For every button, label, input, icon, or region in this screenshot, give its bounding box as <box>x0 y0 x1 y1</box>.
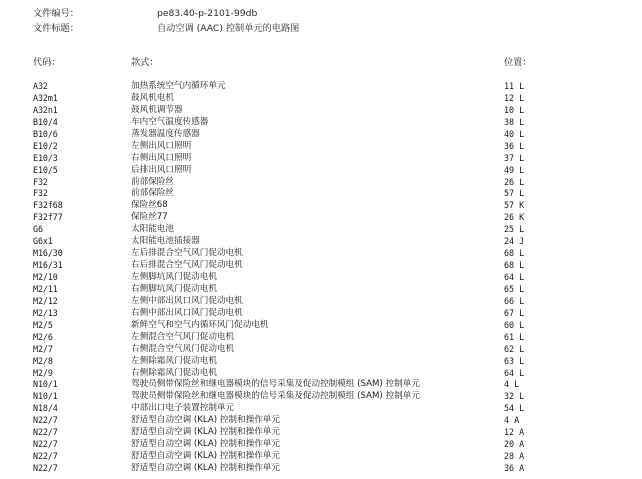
component-code: M2/9 <box>33 367 53 378</box>
component-code: M16/30 <box>33 248 63 259</box>
component-code: N18/4 <box>33 403 58 414</box>
table-row <box>0 200 642 212</box>
component-position: 65 L <box>504 283 525 294</box>
table-row <box>0 356 642 368</box>
component-name: 右侧出风口照明 <box>131 152 192 163</box>
table-row <box>0 117 642 129</box>
component-position: 32 L <box>504 391 525 402</box>
component-position: 68 L <box>504 248 525 259</box>
component-code: B10/6 <box>33 128 58 139</box>
component-code: M2/10 <box>33 272 58 282</box>
component-name: 右侧中部出风口风门促动电机 <box>131 307 243 318</box>
component-position: 28 A <box>504 451 525 462</box>
component-name: 左侧出风口照明 <box>131 140 192 151</box>
component-position: 10 L <box>504 104 525 115</box>
component-code: G6 <box>33 224 43 235</box>
component-name: 驾驶员侧带保险丝和继电器模块的信号采集及促动控制模组 (SAM) 控制单元 <box>131 379 420 390</box>
table-row <box>0 153 642 165</box>
table-row <box>0 463 642 475</box>
component-name: 左侧混合空气风门促动电机 <box>131 331 235 342</box>
column-header-position: 位置： <box>504 57 532 68</box>
component-position: 26 K <box>504 212 525 223</box>
table-row <box>0 93 642 105</box>
table-row <box>0 177 642 189</box>
component-code: N22/7 <box>33 439 58 450</box>
component-code: E10/3 <box>33 152 58 163</box>
component-code: B10/4 <box>33 116 58 127</box>
table-row <box>0 296 642 308</box>
table-row <box>0 415 642 427</box>
table-row <box>0 368 642 380</box>
table-row <box>0 165 642 177</box>
component-position: 66 L <box>504 295 525 306</box>
component-name: 舒适型自动空调 (KLA) 控制和操作单元 <box>131 415 280 426</box>
component-name: 保险丝68 <box>131 200 168 211</box>
component-position: 12 L <box>504 92 525 103</box>
component-code: F32f77 <box>33 212 63 223</box>
table-row <box>0 332 642 344</box>
table-row <box>0 284 642 296</box>
table-row <box>0 212 642 224</box>
component-position: 26 L <box>504 176 525 187</box>
component-code: N10/1 <box>33 379 58 390</box>
component-position: 60 L <box>504 319 525 330</box>
table-row <box>0 439 642 451</box>
table-row <box>0 391 642 403</box>
component-name: 左后排混合空气风门促动电机 <box>131 248 243 259</box>
component-position: 40 L <box>504 128 525 139</box>
table-row <box>0 129 642 141</box>
component-name: 车内空气温度传感器 <box>131 116 209 127</box>
component-name: 左侧除霜风门促动电机 <box>131 355 217 366</box>
component-position: 37 L <box>504 152 525 163</box>
component-name: 左侧中部出风口风门促动电机 <box>131 295 243 306</box>
doc-title-row <box>33 23 299 35</box>
table-row <box>0 105 642 117</box>
component-name: 蒸发器温度传感器 <box>131 128 200 139</box>
table-row <box>0 379 642 391</box>
component-code: A32n1 <box>33 104 58 115</box>
component-position: 64 L <box>504 367 525 378</box>
doc-number-label: 文件编号： <box>33 8 79 19</box>
component-position: 49 L <box>504 164 525 175</box>
component-code: N22/7 <box>33 463 58 473</box>
component-name: 前部保险丝 <box>131 188 174 199</box>
component-name: 舒适型自动空调 (KLA) 控制和操作单元 <box>131 439 280 450</box>
component-code: M2/12 <box>33 295 58 306</box>
component-position: 67 L <box>504 307 525 318</box>
doc-title-label: 文件标题： <box>33 23 79 34</box>
table-row <box>0 188 642 200</box>
component-position: 4 L <box>504 379 520 390</box>
component-position: 63 L <box>504 355 525 366</box>
doc-title-value: 自动空调 (AAC) 控制单元的电路图 <box>157 23 300 34</box>
table-row <box>0 81 642 93</box>
component-position: 57 L <box>504 188 525 199</box>
component-position: 20 A <box>504 439 525 450</box>
component-position: 4 A <box>504 415 520 426</box>
component-code: M2/5 <box>33 319 53 330</box>
column-header-code: 代码： <box>33 57 61 68</box>
table-row <box>0 320 642 332</box>
component-position: 57 K <box>504 200 525 211</box>
component-position: 61 L <box>504 331 525 342</box>
component-position: 36 A <box>504 463 525 473</box>
component-name: 后排出风口照明 <box>131 164 192 175</box>
component-name: 前部保险丝 <box>131 176 174 187</box>
component-code: M2/13 <box>33 307 58 318</box>
component-code: M16/31 <box>33 260 63 271</box>
table-row <box>0 141 642 153</box>
component-code: A32m1 <box>33 92 58 103</box>
component-position: 68 L <box>504 260 525 271</box>
component-name: 加热系统空气内循环单元 <box>131 81 226 91</box>
component-table <box>0 81 642 475</box>
component-name: 右侧脚坑风门促动电机 <box>131 283 217 294</box>
component-position: 38 L <box>504 116 525 127</box>
table-row <box>0 344 642 356</box>
table-row <box>0 308 642 320</box>
component-name: 左侧脚坑风门促动电机 <box>131 272 217 282</box>
component-code: E10/2 <box>33 140 58 151</box>
component-code: M2/8 <box>33 355 53 366</box>
component-code: F32f68 <box>33 200 63 211</box>
component-name: 舒适型自动空调 (KLA) 控制和操作单元 <box>131 451 280 462</box>
component-code: E10/5 <box>33 164 58 175</box>
component-position: 12 A <box>504 427 525 438</box>
table-row <box>0 451 642 463</box>
table-row <box>0 248 642 260</box>
component-name: 驾驶员侧带保险丝和继电器模块的信号采集及促动控制模组 (SAM) 控制单元 <box>131 391 420 402</box>
component-code: F32 <box>33 176 48 187</box>
table-row <box>0 403 642 415</box>
component-position: 25 L <box>504 224 525 235</box>
component-name: 右侧除霜风门促动电机 <box>131 367 217 378</box>
component-code: N10/1 <box>33 391 58 402</box>
component-name: 右后排混合空气风门促动电机 <box>131 260 243 271</box>
component-name: 太阳能电池 <box>131 224 174 235</box>
component-code: M2/11 <box>33 283 58 294</box>
component-name: 鼓风机电机 <box>131 92 174 103</box>
component-name: 保险丝77 <box>131 212 168 223</box>
doc-number-row <box>33 8 257 20</box>
table-row <box>0 236 642 248</box>
component-code: M2/6 <box>33 331 53 342</box>
component-code: A32 <box>33 81 48 91</box>
doc-number-value: pe83.40-p-2101-99db <box>157 8 258 19</box>
component-position: 24 J <box>504 236 525 247</box>
component-code: M2/7 <box>33 343 53 354</box>
component-code: N22/7 <box>33 451 58 462</box>
component-position: 54 L <box>504 403 525 414</box>
component-name: 鼓风机调节器 <box>131 104 183 115</box>
component-code: F32 <box>33 188 48 199</box>
component-code: G6x1 <box>33 236 53 247</box>
table-row <box>0 224 642 236</box>
component-name: 舒适型自动空调 (KLA) 控制和操作单元 <box>131 427 280 438</box>
component-position: 11 L <box>504 81 525 91</box>
table-row <box>0 427 642 439</box>
component-position: 64 L <box>504 272 525 282</box>
column-header-name: 款式： <box>131 57 159 68</box>
component-code: N22/7 <box>33 415 58 426</box>
component-code: N22/7 <box>33 427 58 438</box>
table-row <box>0 272 642 284</box>
component-name: 中部出口电子装置控制单元 <box>131 403 235 414</box>
component-name: 右侧混合空气风门促动电机 <box>131 343 235 354</box>
component-name: 太阳能电池插接器 <box>131 236 200 247</box>
table-row <box>0 260 642 272</box>
component-position: 36 L <box>504 140 525 151</box>
component-name: 新鲜空气和空气内循环风门促动电机 <box>131 319 269 330</box>
component-position: 62 L <box>504 343 525 354</box>
component-name: 舒适型自动空调 (KLA) 控制和操作单元 <box>131 463 280 473</box>
